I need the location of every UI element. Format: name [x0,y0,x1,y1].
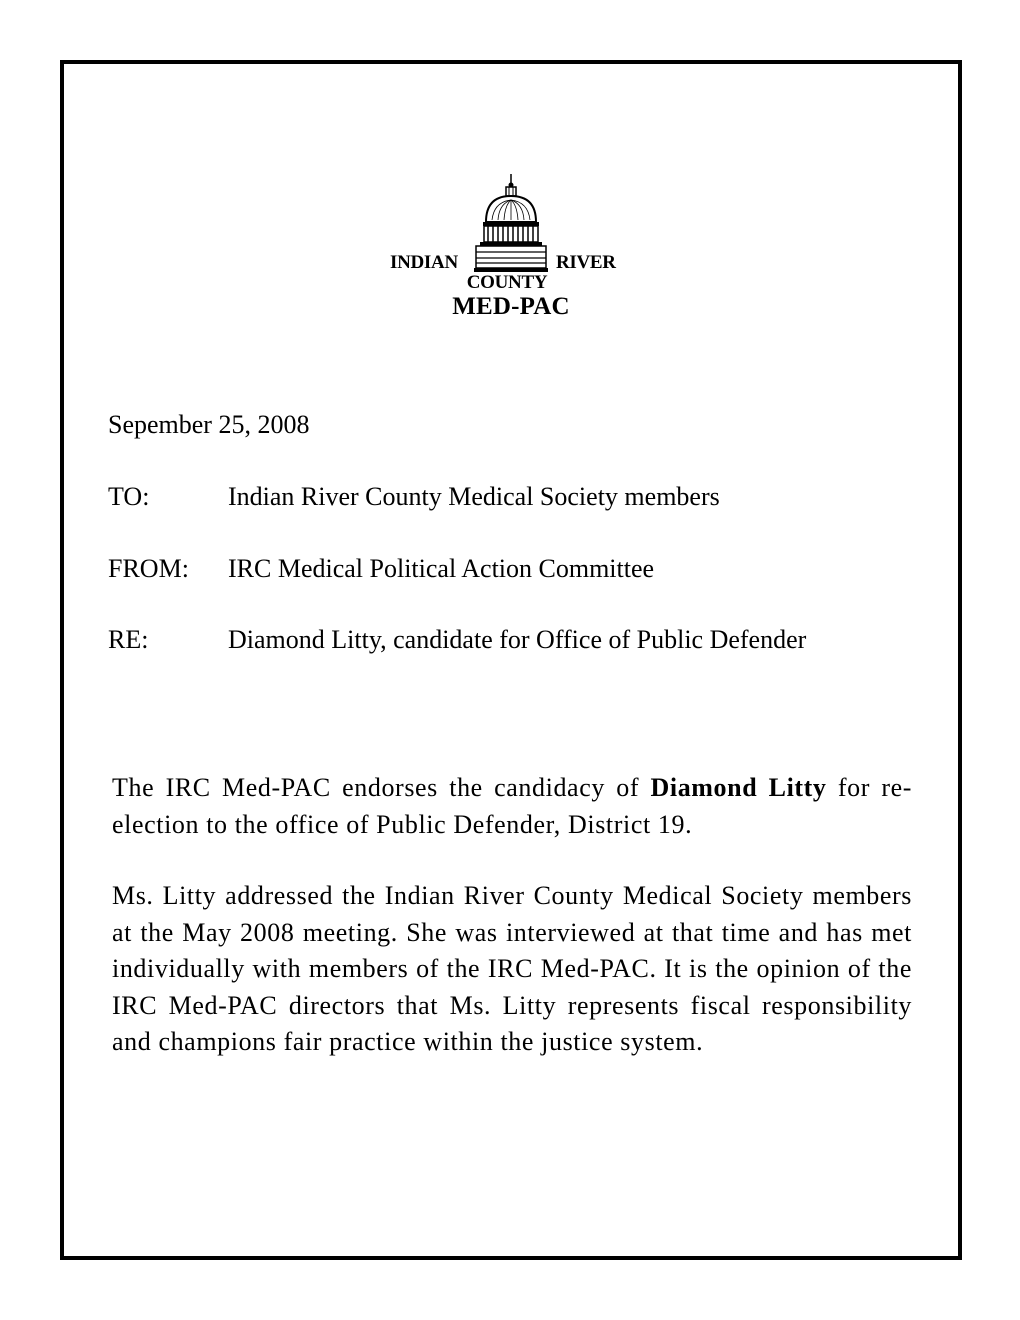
to-value: Indian River County Medical Society members [228,482,720,511]
memo-re-row [108,625,806,655]
to-label: TO: [108,482,150,511]
memo-date: Sepember 25, 2008 [108,410,310,439]
from-label: FROM: [108,554,189,583]
endorsement-paragraph [112,770,912,843]
from-value: IRC Medical Political Action Committee [228,554,655,583]
logo-text-county: COUNTY [466,272,548,293]
capitol-dome-icon [474,172,548,276]
candidate-name: Diamond Litty [650,773,827,802]
logo-text-medpac: MED-PAC [452,293,570,320]
re-value: Diamond Litty, candidate for Office of Public Defender [228,625,807,654]
p1-text-after: for re-election to the office of Public Defender, District 19. [112,773,912,839]
background-paragraph: Ms. Litty addressed the Indian River County Medical Society members at the May 2008 meeting. She was interviewed at that time and has met individually with members of the IRC Med-PAC. It is the opinion of the IRC Med-PAC directors that Ms. Litty represents fiscal responsibility and champions fair practice within the justice system. [112,881,912,1056]
memo-from-row [108,554,654,584]
re-label: RE: [108,625,149,654]
logo-text-indian: INDIAN [390,252,458,273]
p1-text-before: The IRC Med-PAC endorses the candidacy of [112,773,651,802]
letterhead-logo [380,172,640,332]
logo-text-river: RIVER [556,252,616,273]
memo-to-row [108,482,720,512]
